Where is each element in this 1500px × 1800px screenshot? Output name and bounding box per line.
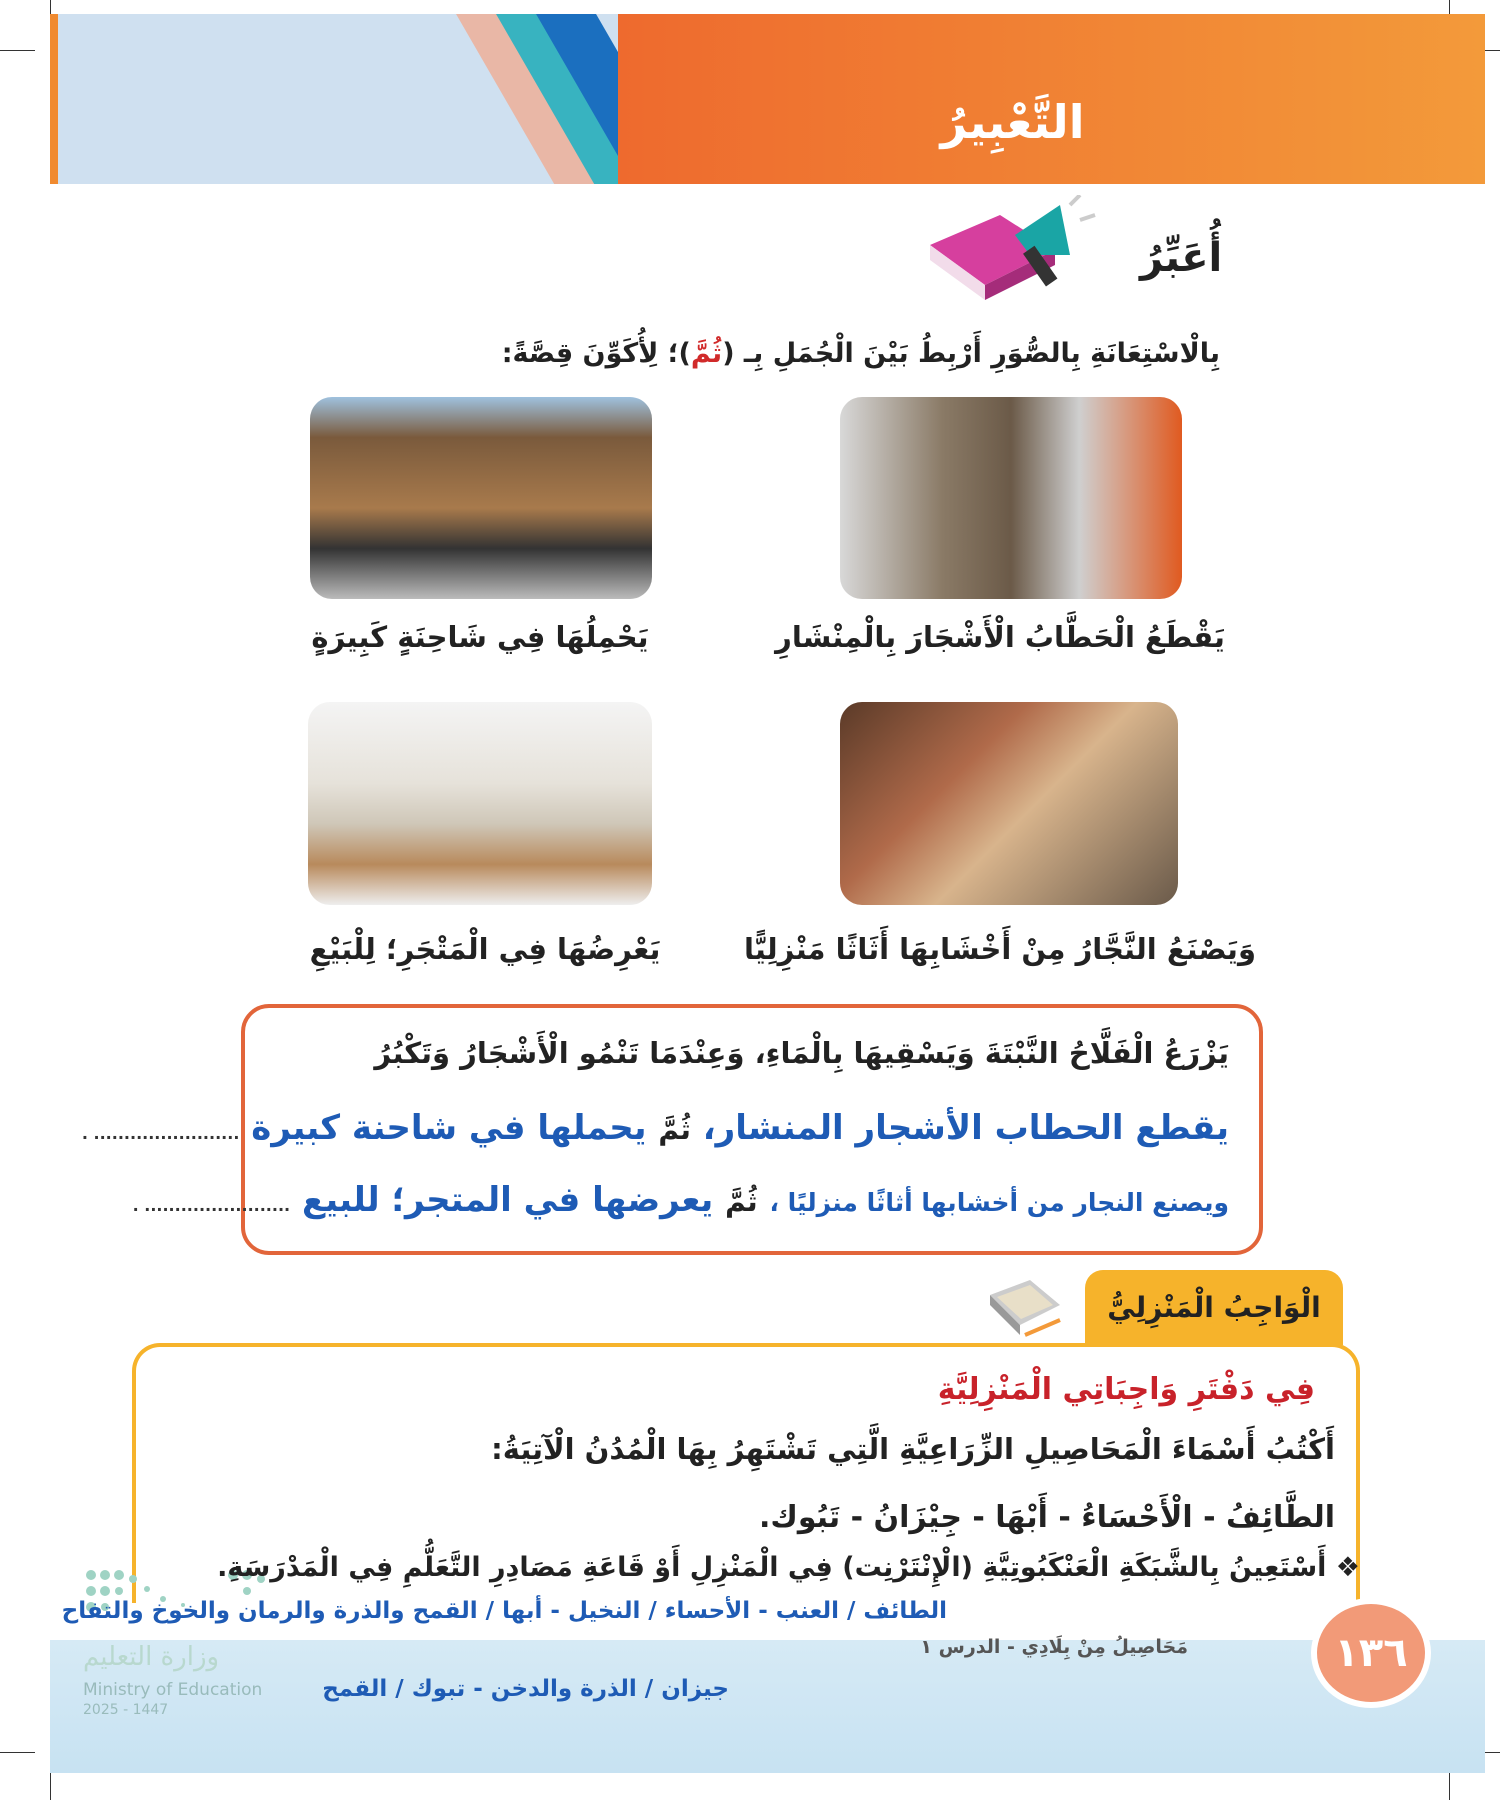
crop-mark — [0, 50, 35, 51]
answer-text: يحملها في شاحنة كبيرة — [251, 1108, 647, 1148]
bullet-diamond-icon: ❖ — [1326, 1552, 1360, 1583]
carpenter-sawing-wood-image — [840, 702, 1178, 905]
edition-year: 2025 - 1447 — [83, 1702, 169, 1718]
dotted-line: ........................ . — [132, 1196, 291, 1215]
homework-tab: الْوَاجِبُ الْمَنْزِلِيُّ — [1085, 1270, 1343, 1345]
homework-task: أَكْتُبُ أَسْمَاءَ الْمَحَاصِيلِ الزِّرَاعِيَّةِ الَّتِي تَشْتَهِرُ بِهَا الْمُدُنُ الْآتِيَةُ: — [491, 1432, 1335, 1466]
logging-truck-image — [310, 397, 652, 599]
page-number: ١٣٦ — [1311, 1598, 1431, 1708]
tip-text: أَسْتَعِينُ بِالشَّبَكَةِ الْعَنْكَبُوتِيَّةِ (الْإِنْتَرْنِت) فِي الْمَنْزِلِ أَوْ قَاعَةِ مَصَادِرِ التَّعَلُّمِ فِي الْمَدْرَسَةِ. — [217, 1552, 1327, 1583]
story-line-3[interactable] — [133, 1180, 1229, 1220]
story-line-2[interactable] — [82, 1108, 1229, 1148]
instruction-text: بِالْاسْتِعَانَةِ بِالصُّوَرِ أَرْبِطُ بَيْنَ الْجُمَلِ بِـ ( — [722, 338, 1220, 369]
homework-tray-icon — [985, 1275, 1065, 1340]
picture-caption: يَقْطَعُ الْحَطَّابُ الْأَشْجَارَ بِالْمِنْشَارِ — [775, 620, 1225, 654]
keyword-then: ثُمَّ — [690, 338, 723, 369]
answer-text: ويصنع النجار من أخشابها أثاثًا منزليًا ، — [769, 1188, 1229, 1217]
crop-mark — [50, 1772, 51, 1800]
lesson-footer: مَحَاصِيلُ مِنْ بِلَادِي - الدرس ١ — [920, 1636, 1188, 1658]
story-box — [81, 1004, 1263, 1255]
bedroom-furniture-image — [308, 702, 652, 905]
page-title: التَّعْبِيرُ — [940, 95, 1085, 149]
dotted-line: ........................ . — [81, 1124, 240, 1143]
answer-text: يعرضها في المتجر؛ للبيع — [301, 1180, 714, 1220]
homework-tip — [217, 1552, 1360, 1583]
handwritten-answer: الطائف / العنب - الأحساء / النخيل - أبها / القمح والذرة والرمان والخوخ والتفاح — [61, 1598, 947, 1624]
homework-cities: الطَّائِفُ - الْأَحْسَاءُ - أَبْهَا - جِيْزَانُ - تَبُوك. — [758, 1500, 1335, 1535]
ministry-name-en: Ministry of Education — [83, 1680, 263, 1700]
answer-text: يقطع الحطاب الأشجار المنشار، — [702, 1108, 1229, 1148]
chainsaw-cutting-tree-image — [840, 397, 1182, 599]
picture-caption: يَحْمِلُهَا فِي شَاحِنَةٍ كَبِيرَةٍ — [311, 620, 649, 654]
instruction-text: )؛ لِأُكَوِّنَ قِصَّةً: — [501, 338, 691, 369]
picture-caption: وَيَصْنَعُ النَّجَّارُ مِنْ أَخْشَابِهَا أَثَاثًا مَنْزِلِيًّا — [744, 932, 1256, 966]
then-word: ثُمَّ — [658, 1113, 691, 1146]
then-word: ثُمَّ — [725, 1185, 758, 1218]
picture-caption: يَعْرِضُهَا فِي الْمَتْجَرِ؛ لِلْبَيْعِ — [309, 932, 661, 966]
homework-subtitle: فِي دَفْتَرِ وَاجِبَاتِي الْمَنْزِلِيَّةِ — [937, 1372, 1315, 1407]
book-megaphone-icon — [930, 195, 1100, 305]
crop-mark — [0, 1752, 35, 1753]
instruction — [502, 338, 1220, 369]
crop-mark — [1449, 1772, 1450, 1800]
story-line-1: يَزْرَعُ الْفَلَّاحُ النَّبْتَةَ وَيَسْقِيهَا بِالْمَاءِ، وَعِنْدَمَا تَنْمُو الْأَشْجَارُ وَتَكْبُرُ — [374, 1036, 1229, 1070]
section-heading: أُعَبِّرُ — [1140, 235, 1223, 281]
ministry-name-ar: وزارة التعليم — [83, 1642, 220, 1672]
footer-band — [50, 1640, 1485, 1773]
handwritten-answer: جيزان / الذرة والدخن - تبوك / القمح — [322, 1676, 729, 1702]
